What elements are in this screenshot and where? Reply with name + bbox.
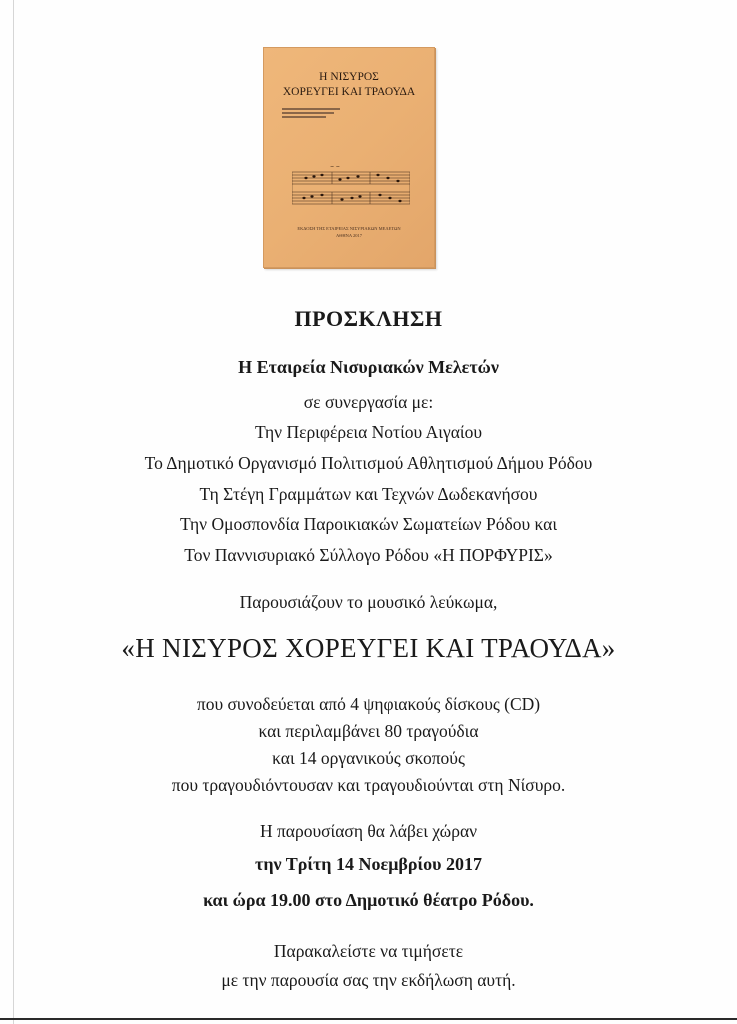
- bottom-border: [0, 1018, 737, 1020]
- album-detail-line: και 14 οργανικούς σκοπούς: [272, 748, 465, 768]
- partner-line: Το Δημοτικό Οργανισμό Πολιτισμού Αθλητισμού Δήμου Ρόδου: [144, 453, 593, 473]
- collaboration-intro: σε συνεργασία με:: [303, 392, 434, 412]
- album-detail-line: που συνοδεύεται από 4 ψηφιακούς δίσκους (CD): [196, 694, 541, 714]
- society-name: Η Εταιρεία Νισυριακών Μελετών: [238, 357, 499, 377]
- invitation-heading: ΠΡΟΣΚΛΗΣΗ: [294, 306, 443, 331]
- partner-line: Την Ομοσπονδία Παροικιακών Σωματείων Ρόδου και: [179, 514, 558, 534]
- book-cover-title-line2: ΧΟΡΕΥΓΕΙ ΚΑΙ ΤΡΑΟΥΔΑ: [282, 86, 416, 98]
- closing-line: με την παρουσία σας την εκδήλωση αυτή.: [221, 970, 516, 990]
- closing-line: Παρακαλείστε να τιμήσετε: [273, 941, 464, 961]
- album-title: «Η ΝΙΣΥΡΟΣ ΧΟΡΕΥΓΕΙ ΚΑΙ ΤΡΑΟΥΔΑ»: [121, 633, 616, 663]
- book-cover-image: [263, 47, 435, 268]
- book-cover-title-line1: Η ΝΙΣΥΡΟΣ: [319, 71, 379, 83]
- sheet-music-icon: [292, 160, 410, 210]
- album-detail-line: που τραγουδιόντουσαν και τραγουδιούνται στη Νίσυρο.: [171, 775, 566, 795]
- book-cover-publisher: [264, 225, 434, 239]
- book-cover-subtitle-texture: [282, 106, 372, 120]
- event-time-place: και ώρα 19.00 στο Δημοτικό θέατρο Ρόδου.: [203, 890, 534, 910]
- book-cover-publisher-line1: ΕΚΔΟΣΗ ΤΗΣ ΕΤΑΙΡΕΙΑΣ ΝΙΣΥΡΙΑΚΩΝ ΜΕΛΕΤΩΝ: [297, 226, 401, 231]
- event-date: την Τρίτη 14 Νοεμβρίου 2017: [255, 854, 482, 874]
- album-detail-line: και περιλαμβάνει 80 τραγούδια: [258, 721, 479, 741]
- partner-line: Τη Στέγη Γραμμάτων και Τεχνών Δωδεκανήσου: [199, 484, 538, 504]
- book-cover-title: [264, 70, 434, 100]
- book-cover-publisher-line2: ΑΘΗΝΑ 2017: [336, 233, 362, 238]
- present-line: Παρουσιάζουν το μουσικό λεύκωμα,: [239, 592, 498, 612]
- event-intro: Η παρουσίαση θα λάβει χώραν: [259, 821, 478, 841]
- svg-text:~ ~: ~ ~: [330, 164, 340, 170]
- partner-line: Την Περιφέρεια Νοτίου Αιγαίου: [254, 422, 482, 442]
- partner-line: Τον Παννισυριακό Σύλλογο Ρόδου «Η ΠΟΡΦΥΡΙΣ»: [184, 545, 553, 565]
